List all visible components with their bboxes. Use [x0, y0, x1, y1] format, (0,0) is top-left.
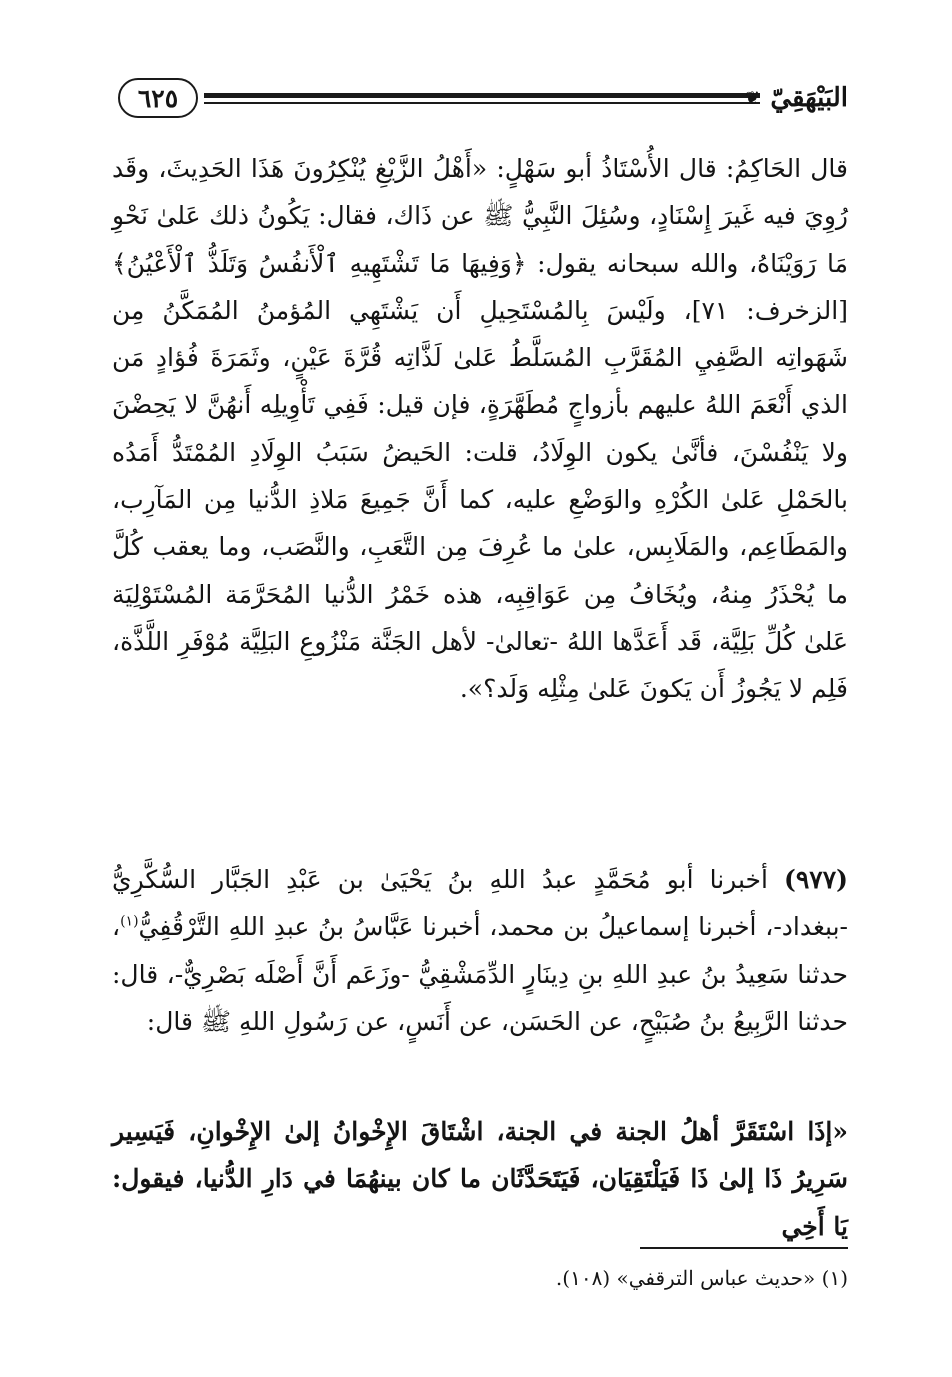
ornament-icon: ❦	[744, 88, 760, 109]
footnote-reference[interactable]: (١)	[120, 913, 139, 930]
paragraph-isnad	[112, 856, 848, 1045]
paragraph-hadith-matn: «إذَا اسْتَقَرَّ أهلُ الجنة في الجنة، اشْتَاقَ الإِخْوانُ إلىٰ الإِخْوانِ، فَيَسِير سَرِيرُ ذَا إلىٰ ذَا فَيَلْتَقِيَان، فَيَتَحَدَّثَان ما كان بينهُمَا في دَارِ الدُّنيا، فيقول: يَا أَخِي	[112, 1117, 848, 1241]
footnote: (١) «حديث عباس الترقفي» (١٠٨).	[555, 1266, 848, 1290]
header-rule-thin	[204, 102, 760, 104]
hadith-number: (٩٧٧)	[784, 865, 848, 894]
isnad-text-part-1: أخبرنا أبو مُحَمَّدٍ عبدُ اللهِ بنُ يَحْيَىٰ بن عَبْدِ الجَبَّار السُّكَّرِيُّ -ببغداد-، أخبرنا إسماعيلُ بن محمد، أخبرنا عَبَّاسُ بنُ عبدِ اللهِ التَّرْقُفِيُّ	[112, 865, 848, 942]
isnad-text-part-2: ، حدثنا سَعِيدُ بنُ عبدِ اللهِ بنِ دِينَارٍ الدِّمَشْقِيُّ -وزَعَم أَنَّ أَصْلَه بَصْرِيٌّ-، قال: حدثنا الرَّبِيعُ بنُ صُبَيْحٍ، عن الحَسَن، عن أَنَسٍ، عن رَسُولِ اللهِ ﷺ قال:	[112, 912, 848, 1036]
page-number: ٦٢٥	[118, 78, 198, 118]
page-header	[112, 70, 848, 132]
book-title: البَيْهَقِيّ	[770, 83, 848, 113]
header-rule-thick	[204, 93, 760, 98]
footnote-separator	[640, 1247, 848, 1249]
paragraph-commentary: قال الحَاكِمُ: قال الأُسْتَاذُ أبو سَهْلٍ: «أَهْلُ الزَّيْغِ يُنْكِرُونَ هَذَا الحَدِيثَ، وقَد رُوِيَ فيه غَيرَ إِسْنَادٍ، وسُئِلَ النَّبِيُّ ﷺ عن ذَاك، فقال: يَكُونُ ذلك عَلىٰ نَحْوِ مَا رَوَيْنَاهُ، والله سبحانه يقول: ﴿وَفِيهَا مَا تَشْتَهِيهِ ٱلْأَنفُسُ وَتَلَذُّ ٱلْأَعْيُنُ﴾ [الزخرف: ٧١]، ولَيْسَ بِالمُسْتَحِيلِ أَن يَشْتَهِي المُؤمنُ المُمَكَّنُ مِن شَهَواتِه الصَّفِيِ المُقَرَّبِ المُسَلَّطُ عَلىٰ لَذَّاتِه قُرَّةَ عَيْنٍ، وثَمَرَةَ فُؤادٍ مَن الذي أَنْعَمَ اللهُ عليهم بأزواجٍ مُطَهَّرَةٍ، فإن قيل: فَفِي تَأْوِيلِه أَنهُنَّ لا يَحِضْنَ ولا يَنْفُسْنَ، فأنَّىٰ يكون الوِلَادُ، قلت: الحَيضُ سَبَبُ الوِلَادِ المُمْتَدُّ أَمَدُه بالحَمْلِ عَلىٰ الكُرْهِ والوَضْعِ عليه، كما أَنَّ جَمِيعَ مَلاذِ الدُّنيا مِن المَآرِب، والمَطَاعِم، والمَلَابِس، علىٰ ما عُرِفَ مِن التَّعَبِ، والنَّصَب، وما يعقب كُلَّ ما يُحْذَرُ مِنهُ، ويُخَافُ مِن عَوَاقِبِه، هذه خَمْرُ الدُّنيا المُحَرَّمَة المُسْتَوْلِيَة عَلىٰ كُلِّ بَلِيَّة، قَد أَعَدَّها اللهُ -تعالىٰ- لأهل الجَنَّة مَنْزُوعِ البَلِيَّة مُوْفَرِ اللَّذَّة، فَلِم لا يَجُوزُ أَن يَكونَ عَلىٰ مِثْلِه وَلَد؟».	[112, 154, 848, 704]
